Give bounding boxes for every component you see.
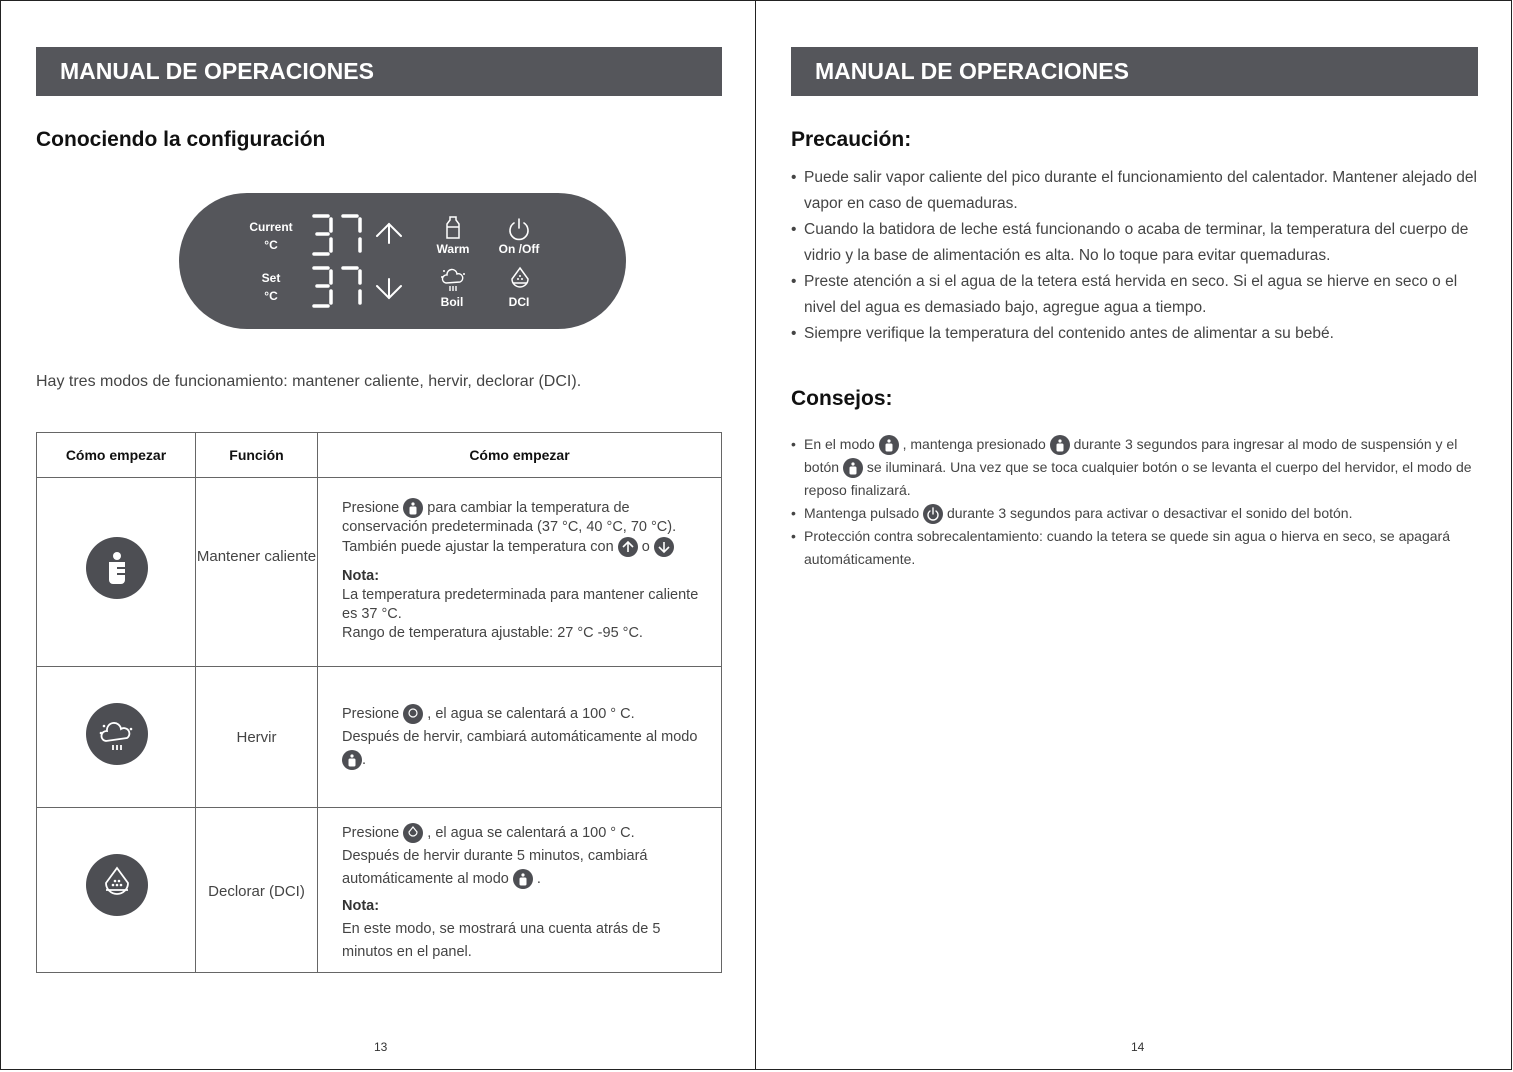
drop-inline-icon — [403, 823, 423, 843]
desc-dci-1b: , el agua se calentará a 100 ° C. — [427, 825, 635, 841]
intro-text: Hay tres modos de funcionamiento: mantener caliente, hervir, declorar (DCI). — [36, 373, 582, 390]
desc-keep-warm-2a: También puede ajustar la temperatura con — [342, 538, 614, 555]
control-panel — [179, 193, 626, 329]
desc-dci-2b: . — [536, 871, 541, 887]
dci-label: DCI — [508, 295, 530, 309]
modes-table — [36, 432, 722, 973]
current-unit: °C — [264, 238, 278, 252]
tip-1d: se iluminará. Una vez que se toca cualquier botón o se levanta el cuerpo del hervidor, el modo de reposo finalizará. — [804, 459, 1472, 498]
page-number-13: 13 — [374, 1040, 388, 1054]
table-header-function: Función — [229, 447, 284, 463]
tips-heading: Consejos: — [791, 387, 893, 410]
arrow-up-icon[interactable] — [375, 221, 403, 245]
right-page — [755, 0, 1512, 1070]
tip-2b: durante 3 segundos para activar o desactivar el sonido del botón. — [946, 505, 1353, 521]
tip-2a: Mantenga pulsado — [804, 505, 920, 521]
tip-item-2 — [791, 502, 1481, 525]
nota-keep-warm-2: Rango de temperatura ajustable: 27 °C -95 °C. — [342, 625, 643, 641]
set-temp-display — [311, 265, 367, 309]
tip-item-1 — [791, 433, 1481, 502]
warm-inline-icon-2 — [342, 750, 362, 770]
tips-list — [791, 433, 1481, 571]
arrow-up-inline-icon — [618, 537, 638, 557]
current-temp-display — [311, 213, 367, 257]
desc-keep-warm — [342, 498, 712, 643]
left-banner: MANUAL DE OPERACIONES — [36, 47, 722, 96]
tip-1c: durante 3 segundos para ingresar al modo de suspensión y el botón — [804, 436, 1458, 475]
warm-inline-icon — [403, 498, 423, 518]
desc-keep-warm-1a: Presione — [342, 499, 400, 516]
boil-inline-icon — [403, 704, 423, 724]
power-inline-icon — [923, 504, 943, 524]
arrow-down-icon[interactable] — [375, 277, 403, 301]
caution-item-4: • Siempre verifique la temperatura del contenido antes de alimentar a su bebé. — [791, 321, 1481, 347]
function-keep-warm: Mantener caliente — [196, 548, 317, 565]
desc-boil-2a: Después de hervir, cambiará automáticamente al modo — [342, 729, 698, 745]
desc-boil-2b: . — [362, 752, 367, 768]
tip-item-3: • Protección contra sobrecalentamiento: cuando la tetera se quede sin agua o hierva en seco, se apagará automáticamente. — [791, 525, 1481, 571]
arrow-down-inline-icon — [654, 537, 674, 557]
desc-keep-warm-2b: o — [641, 538, 650, 555]
function-dci: Declorar (DCI) — [208, 883, 305, 900]
function-boil: Hervir — [236, 729, 277, 746]
drop-icon[interactable] — [509, 266, 531, 292]
current-label: Current — [249, 220, 293, 234]
power-icon[interactable] — [507, 217, 531, 241]
nota-dci-1: En este modo, se mostrará una cuenta atrás de 5 minutos en el panel. — [342, 921, 661, 960]
desc-keep-warm-1b: para cambiar la temperatura de conservación predeterminada (37 °C, 40 °C, 70 °C). — [342, 499, 677, 535]
caution-item-3: • Preste atención a si el agua de la tetera está hervida en seco. Si el agua se hierve en seco o el nivel del agua es demasiado bajo, agregue agua a tiempo. — [791, 269, 1481, 321]
right-banner: MANUAL DE OPERACIONES — [791, 47, 1478, 96]
warm-label: Warm — [436, 242, 470, 256]
warm-inline-icon-4 — [879, 435, 899, 455]
boil-mode-icon — [86, 703, 148, 765]
warm-inline-icon-6 — [843, 458, 863, 478]
desc-boil-1a: Presione — [342, 706, 400, 722]
dci-mode-icon — [86, 854, 148, 916]
nota-label-3: Nota: — [342, 898, 380, 914]
caution-list — [791, 165, 1481, 347]
desc-dci — [342, 822, 712, 964]
bottle-icon — [86, 537, 148, 599]
boil-icon[interactable] — [439, 267, 467, 293]
tip-1b: , mantenga presionado — [902, 436, 1046, 452]
warm-bottle-icon[interactable] — [443, 215, 463, 241]
desc-boil — [342, 703, 712, 772]
desc-boil-1b: , el agua se calentará a 100 ° C. — [427, 706, 635, 722]
table-header-start-2: Cómo empezar — [469, 447, 570, 463]
caution-item-1: • Puede salir vapor caliente del pico durante el funcionamiento del calentador. Mantener alejado del vapor en caso de quemaduras. — [791, 165, 1481, 217]
onoff-label: On /Off — [498, 242, 540, 256]
tip-1a: En el modo — [804, 436, 875, 452]
page-number-14: 14 — [1131, 1040, 1145, 1054]
desc-dci-2a: Después de hervir durante 5 minutos, cambiará automáticamente al modo — [342, 848, 648, 887]
nota-keep-warm-1: La temperatura predeterminada para mantener caliente es 37 °C. — [342, 587, 699, 622]
warm-inline-icon-3 — [513, 869, 533, 889]
left-page — [0, 0, 756, 1070]
desc-dci-1a: Presione — [342, 825, 400, 841]
caution-item-2: • Cuando la batidora de leche está funcionando o acaba de terminar, la temperatura del cuerpo de vidrio y la base de alimentación es alta. No lo toque para evitar quemaduras. — [791, 217, 1481, 269]
set-label: Set — [261, 271, 281, 285]
config-heading: Conociendo la configuración — [36, 128, 326, 151]
warm-inline-icon-5 — [1050, 435, 1070, 455]
set-unit: °C — [264, 289, 278, 303]
caution-heading: Precaución: — [791, 128, 912, 151]
table-header-start: Cómo empezar — [65, 447, 167, 463]
nota-label-1: Nota: — [342, 568, 380, 584]
boil-label: Boil — [440, 295, 464, 309]
